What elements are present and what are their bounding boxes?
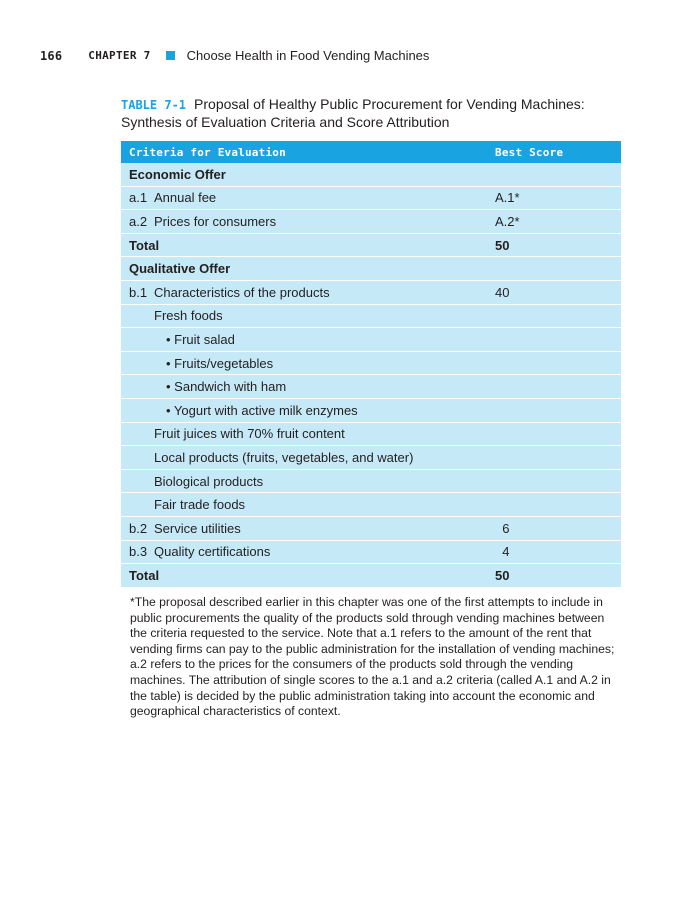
row-score [487, 446, 621, 470]
table-row [121, 516, 621, 540]
row-score: A.2* [487, 210, 621, 234]
row-label: Biological products [121, 469, 487, 493]
row-criterion [121, 280, 487, 304]
row-score: A.1* [487, 186, 621, 210]
table-caption [121, 96, 621, 131]
table-header-row [121, 141, 621, 163]
chapter-title: Choose Health in Food Vending Machines [186, 48, 430, 63]
table-row [121, 304, 621, 328]
row-code: b.1 [129, 284, 148, 300]
table-row [121, 328, 621, 352]
table-row [121, 564, 621, 588]
row-code: b.3 [129, 544, 148, 560]
row-label: • Fruits/vegetables [121, 351, 487, 375]
table-row [121, 375, 621, 399]
row-score [487, 540, 621, 564]
row-code: a.2 [129, 213, 148, 229]
row-score-value: 6 [502, 520, 510, 536]
row-criterion [121, 540, 487, 564]
table-row [121, 540, 621, 564]
row-label: Fresh foods [121, 304, 487, 328]
row-score [487, 469, 621, 493]
row-score [487, 163, 621, 186]
row-criterion [121, 516, 487, 540]
row-score [487, 375, 621, 399]
row-score: 50 [487, 233, 621, 257]
row-score: 40 [487, 280, 621, 304]
header-criteria: Criteria for Evaluation [121, 141, 487, 163]
row-label: Local products (fruits, vegetables, and water) [121, 446, 487, 470]
row-criterion [121, 210, 487, 234]
row-score [487, 351, 621, 375]
table-row [121, 163, 621, 186]
table-row [121, 351, 621, 375]
row-label: • Fruit salad [121, 328, 487, 352]
running-head [40, 48, 429, 63]
row-score [487, 516, 621, 540]
row-score [487, 422, 621, 446]
page-number: 166 [40, 48, 63, 63]
row-score [487, 257, 621, 281]
row-label: Economic Offer [121, 163, 487, 186]
table-row [121, 233, 621, 257]
row-score-value: 4 [502, 544, 510, 560]
table-row [121, 446, 621, 470]
table-row [121, 493, 621, 517]
table-label: TABLE 7-1 [121, 98, 187, 112]
row-label: Annual fee [154, 190, 217, 206]
row-label: • Yogurt with active milk enzymes [121, 398, 487, 422]
row-label: Characteristics of the products [154, 284, 330, 300]
row-score: 50 [487, 564, 621, 588]
row-code: a.1 [129, 190, 148, 206]
table-row [121, 280, 621, 304]
table-title: Proposal of Healthy Public Procurement for Vending Machines: Synthesis of Evaluation Criteria and Score Attribution [121, 96, 585, 130]
row-label: Prices for consumers [154, 213, 277, 229]
evaluation-table [121, 141, 621, 588]
square-bullet-icon [166, 51, 175, 60]
table-row [121, 469, 621, 493]
table-footnote: *The proposal described earlier in this chapter was one of the first attempts to include in public procurements the quality of the products sold through vending machines between the criteria requested to the service. Note that a.1 refers to the amount of the rent that vending firms can pay to the public administration for the installation of vending machines; a.2 refers to the prices for the consumers of the products sold through the vending machines. The attribution of single scores to the a.1 and a.2 criteria (called A.1 and A.2 in the table) is decided by the public administration taking into account the economic and geographical characteristics of context. [130, 595, 615, 719]
row-label: Fruit juices with 70% fruit content [121, 422, 487, 446]
row-label: • Sandwich with ham [121, 375, 487, 399]
row-label: Fair trade foods [121, 493, 487, 517]
row-criterion [121, 186, 487, 210]
table-row [121, 210, 621, 234]
row-code: b.2 [129, 520, 148, 536]
row-score [487, 398, 621, 422]
row-label: Qualitative Offer [121, 257, 487, 281]
table-row [121, 257, 621, 281]
row-score [487, 328, 621, 352]
table-row [121, 422, 621, 446]
table-row [121, 398, 621, 422]
row-label: Total [121, 233, 487, 257]
row-score [487, 493, 621, 517]
table-row [121, 186, 621, 210]
row-label: Total [121, 564, 487, 588]
row-label: Service utilities [154, 520, 241, 536]
row-label: Quality certifications [154, 544, 271, 560]
header-best-score: Best Score [487, 141, 621, 163]
chapter-label: CHAPTER 7 [88, 49, 151, 62]
row-score [487, 304, 621, 328]
